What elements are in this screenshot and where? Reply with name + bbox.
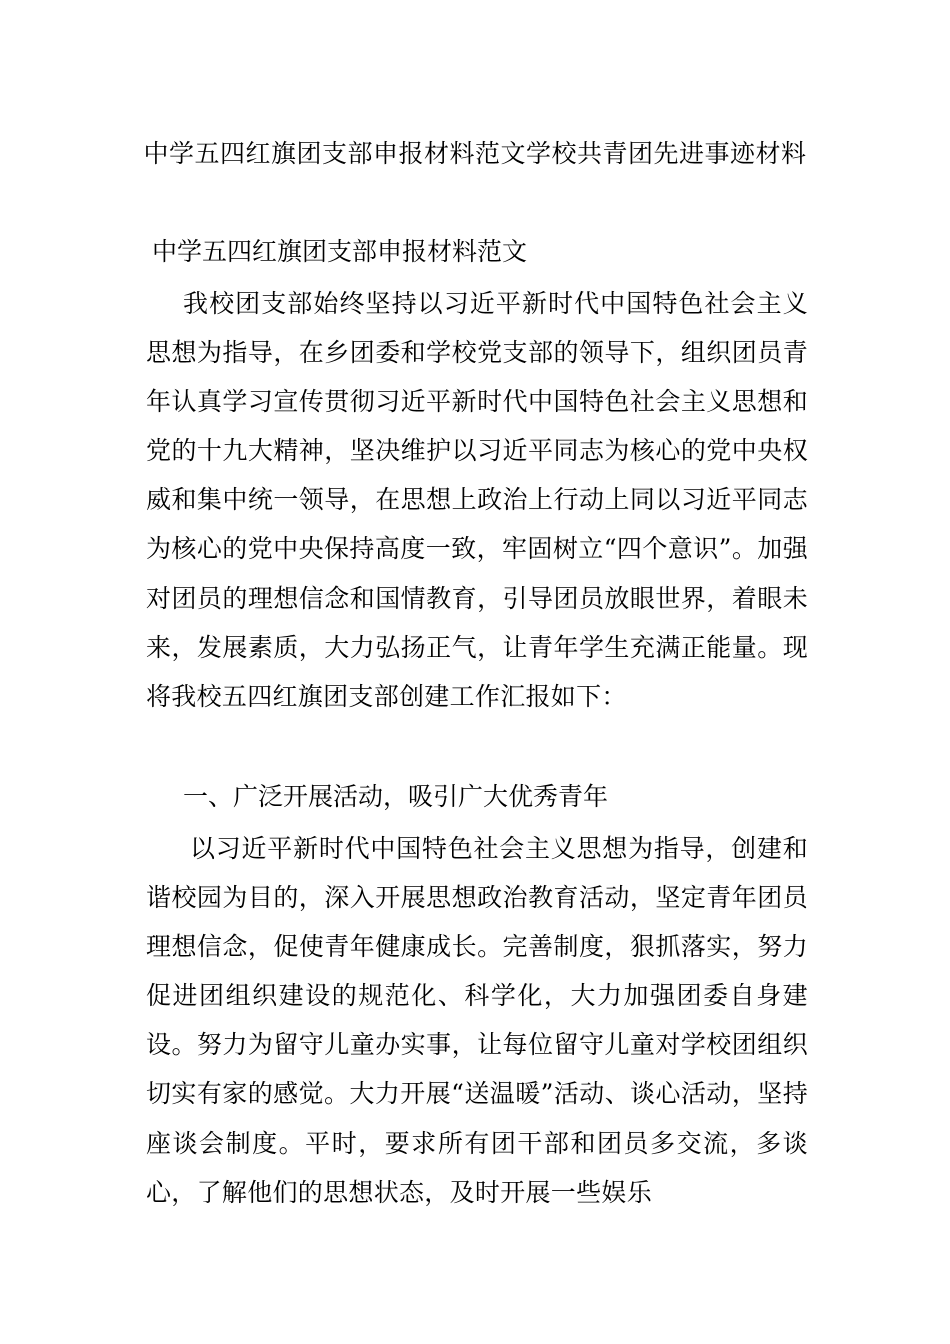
body-paragraph-2: 以习近平新时代中国特色社会主义思想为指导，创建和谐校园为目的，深入开展思想政治教育活动，坚定青年团员理想信念，促使青年健康成长。完善制度，狠抓落实，努力促进团组织建设的规范化、科学化，大力加强团委自身建设。努力为留守儿童办实事，让每位留守儿童对学校团组织切实有家的感觉。大力开展“送温暖”活动、谈心活动，坚持座谈会制度。平时，要求所有团干部和团员多交流，多谈心，了解他们的思想状态，及时开展一些娱乐: [146, 834, 808, 1207]
body-paragraph-1: 我校团支部始终坚持以习近平新时代中国特色社会主义思想为指导，在乡团委和学校党支部的领导下，组织团员青年认真学习宣传贯彻习近平新时代中国特色社会主义思想和党的十九大精神，坚决维护以习近平同志为核心的党中央权威和集中统一领导，在思想上政治上行动上同以习近平同志为核心的党中央保持高度一致，牢固树立“四个意识”。加强对团员的理想信念和国情教育，引导团员放眼世界，着眼未来，发展素质，大力弘扬正气，让青年学生充满正能量。现将我校五四红旗团支部创建工作汇报如下：: [146, 289, 808, 711]
document-title: 中学五四红旗团支部申报材料范文学校共青团先进事迹材料: [143, 139, 807, 168]
section-heading-1: 一、广泛开展活动，吸引广大优秀青年: [183, 782, 609, 811]
document-subtitle: 中学五四红旗团支部申报材料范文: [152, 237, 528, 266]
